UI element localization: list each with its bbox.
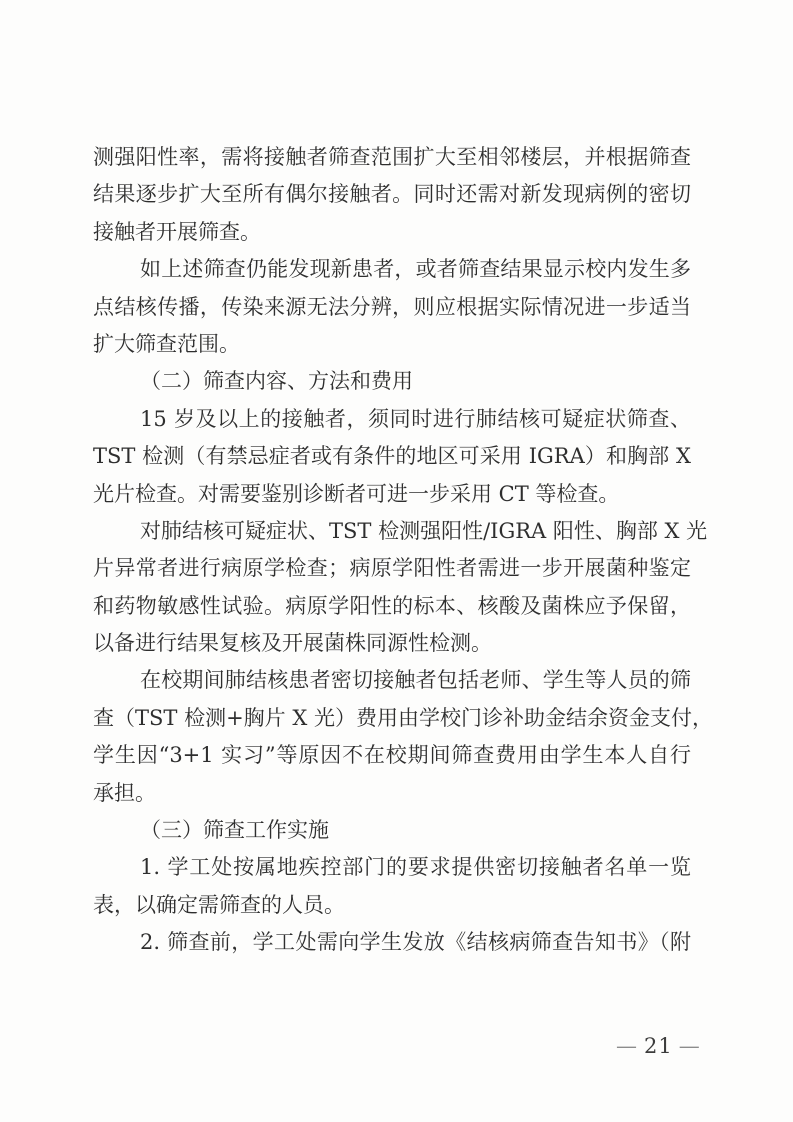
page-number-dash-left: — [616, 1034, 638, 1058]
text-line: 学生因“3+1 实习”等原因不在校期间筛查费用由学生本人自行 [93, 743, 691, 768]
text-line: 承担。 [93, 780, 156, 805]
text-line: 以备进行结果复核及开展菌株同源性检测。 [93, 631, 492, 656]
text-line: 1. 学工处按属地疾控部门的要求提供密切接触者名单一览 [140, 855, 691, 880]
text-line: 点结核传播，传染来源无法分辨，则应根据实际情况进一步适当 [93, 294, 691, 319]
text-line: 如上述筛查仍能发现新患者，或者筛查结果显示校内发生多 [140, 257, 691, 282]
text-line: 接触者开展筛查。 [93, 219, 261, 244]
page-number-value: 21 [644, 1034, 673, 1058]
page-number [610, 1033, 700, 1059]
text-line: 查（TST 检测+胸片 X 光）费用由学校门诊补助金结余资金支付， [93, 705, 713, 730]
text-line: 和药物敏感性试验。病原学阳性的标本、核酸及菌株应予保留， [93, 593, 691, 618]
section-heading: （三）筛查工作实施 [140, 818, 329, 843]
text-line: 表，以确定需筛查的人员。 [93, 892, 345, 917]
document-body [93, 139, 713, 962]
page-number-dash-right: — [678, 1034, 701, 1058]
text-line: 对肺结核可疑症状、TST 检测强阳性/IGRA 阳性、胸部 X 光 [140, 518, 708, 543]
text-line: 光片检查。对需要鉴别诊断者可进一步采用 CT 等检查。 [93, 481, 620, 506]
text-line: 结果逐步扩大至所有偶尔接触者。同时还需对新发现病例的密切 [93, 182, 691, 207]
text-line: TST 检测（有禁忌症者或有条件的地区可采用 IGRA）和胸部 X [93, 444, 691, 469]
text-line: 2. 筛查前，学工处需向学生发放《结核病筛查告知书》（附 [140, 930, 691, 955]
text-line: 在校期间肺结核患者密切接触者包括老师、学生等人员的筛 [140, 668, 691, 693]
text-line: 15 岁及以上的接触者，须同时进行肺结核可疑症状筛查、 [140, 406, 691, 431]
section-heading: （二）筛查内容、方法和费用 [140, 369, 413, 394]
text-line: 测强阳性率，需将接触者筛查范围扩大至相邻楼层，并根据筛查 [93, 145, 691, 169]
text-line: 片异常者进行病原学检查；病原学阳性者需进一步开展菌种鉴定 [93, 556, 691, 581]
text-line: 扩大筛查范围。 [93, 331, 240, 356]
